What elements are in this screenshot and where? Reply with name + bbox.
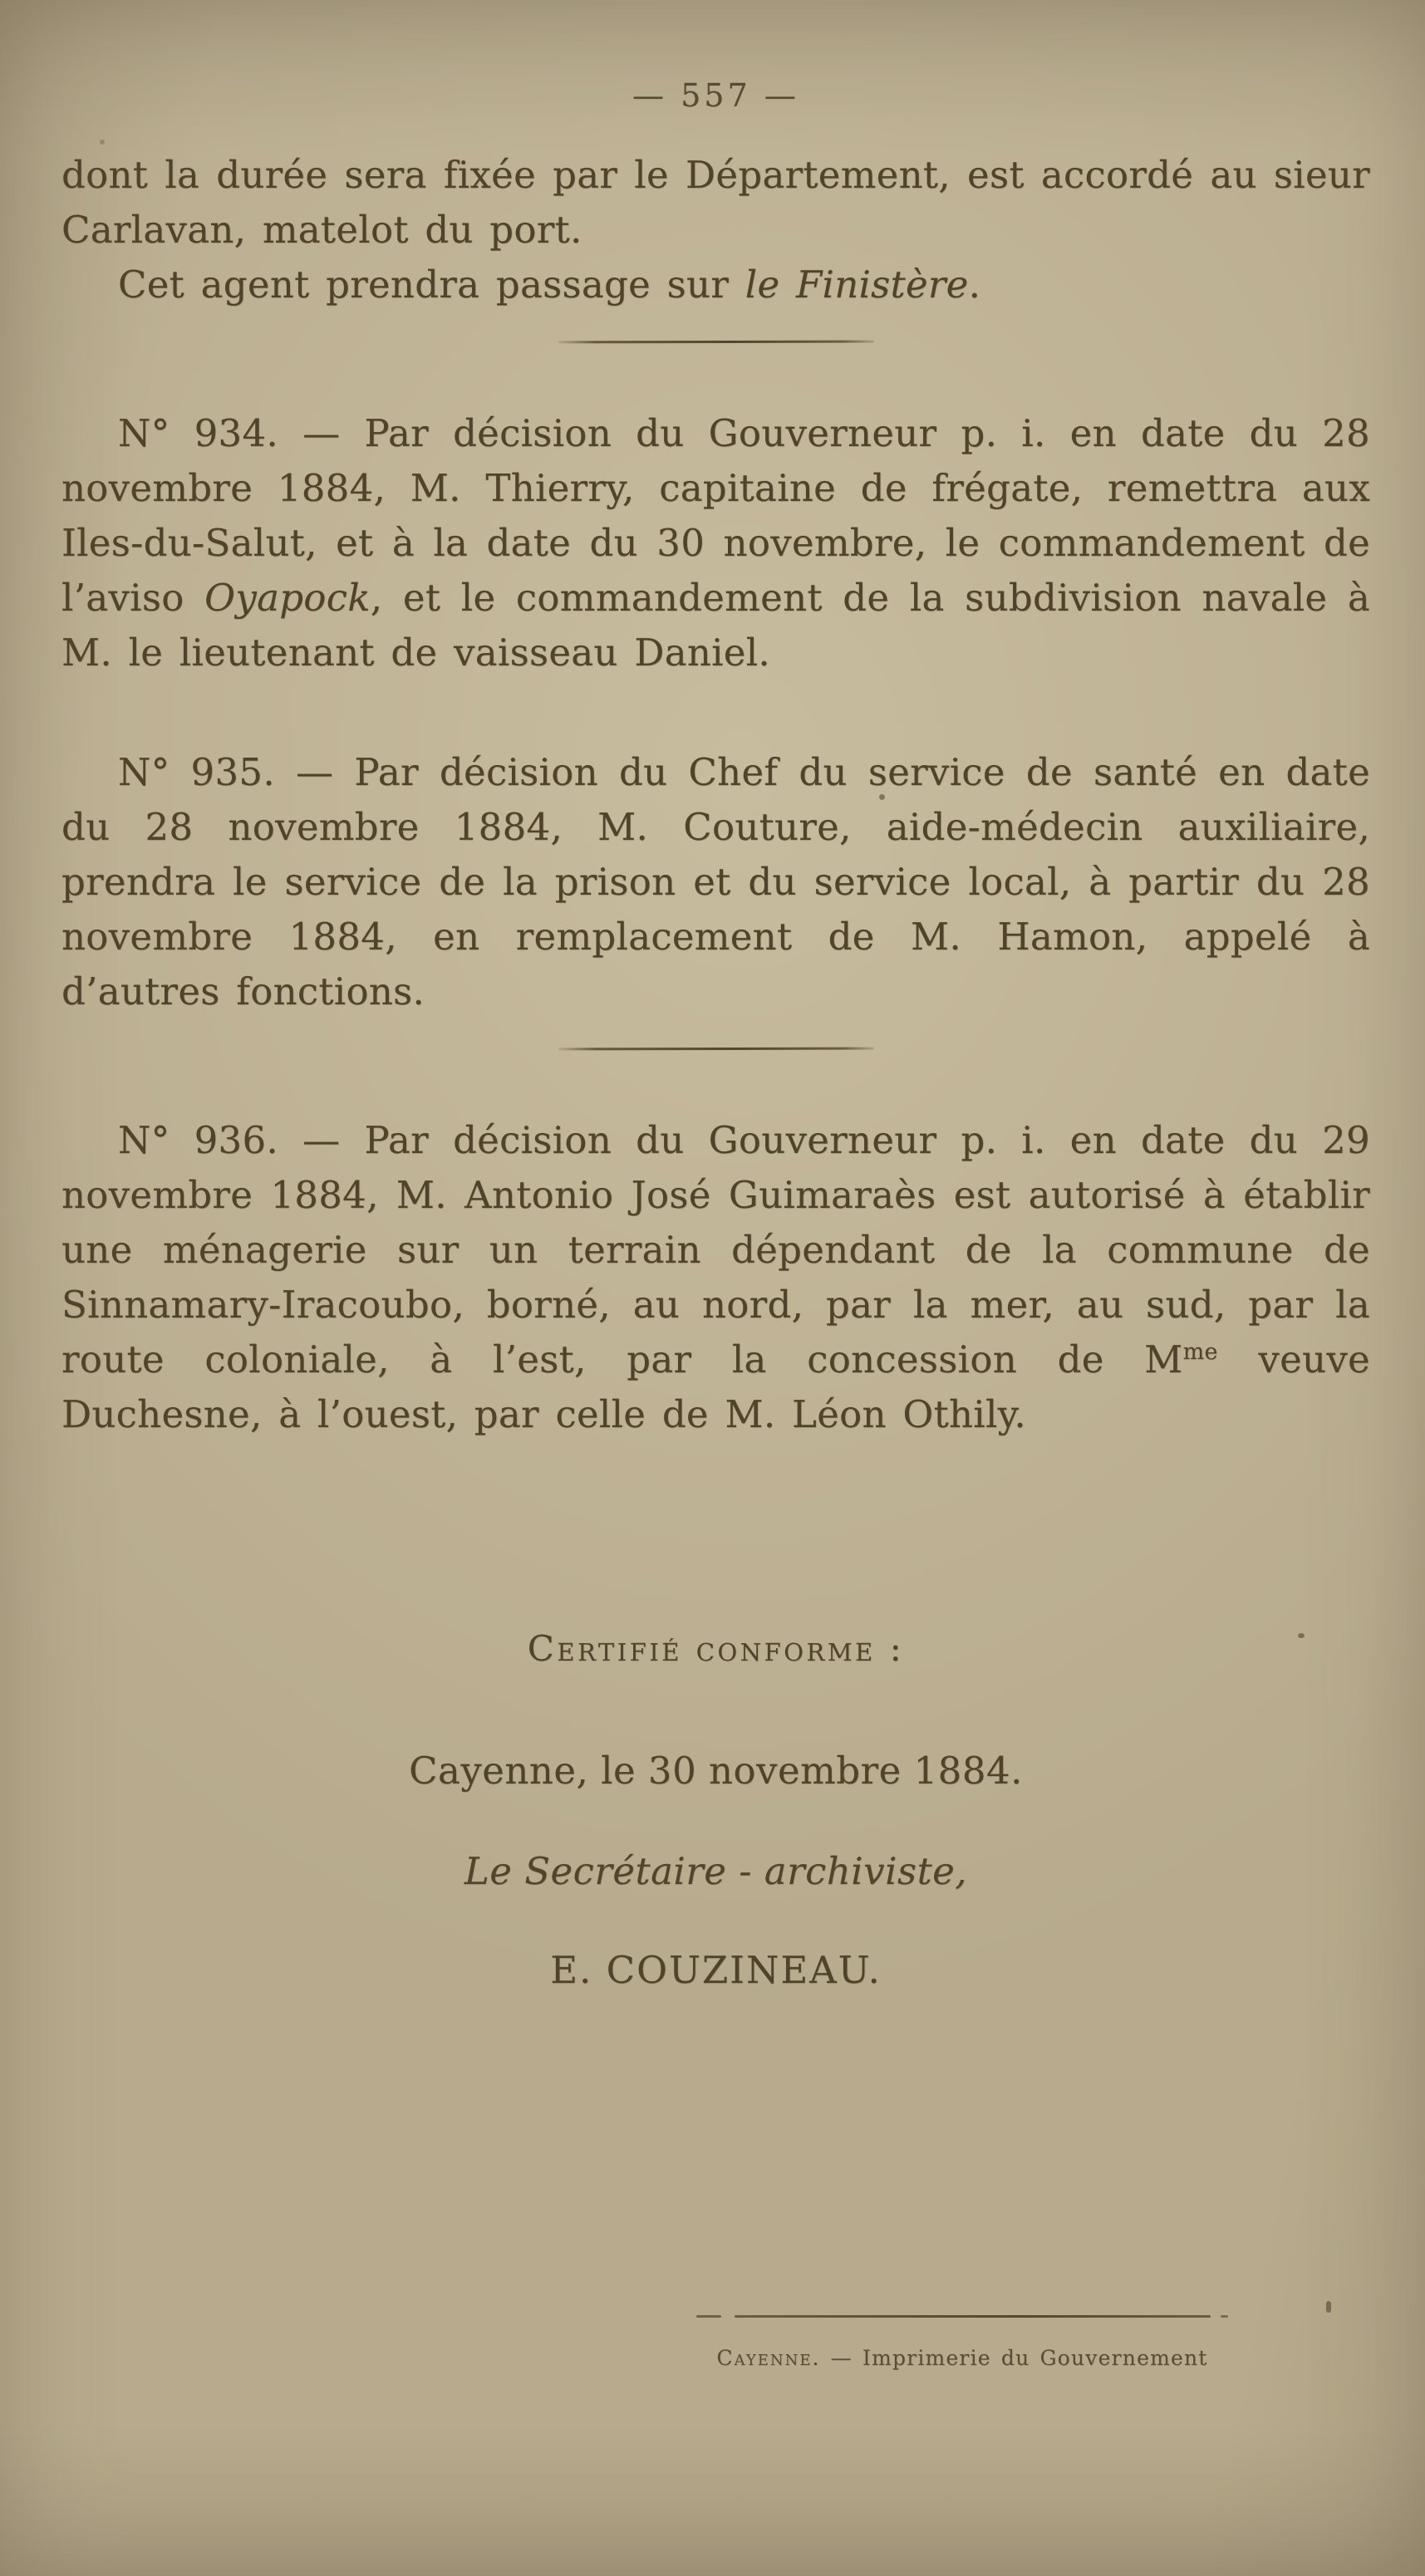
imprint-text	[696, 2346, 1228, 2370]
entry-936: N° 936. — Par décision du Gouverneur p. i. en date du 29 novembre 1884, M. Antonio José Guimaraès est autorisé à établir une ménagerie sur un terrain dépendant de la commune de Sinnamary-Iracoubo, borné, au nord, par la mer, au sud, par la route coloniale, à l’est, par la concession de $M^{me}$ veuve Duchesne, à l’ouest, par celle de M. Léon Othily.	[61, 1118, 1370, 1436]
ink-speck	[879, 794, 885, 800]
signatory-name: E. COUZINEAU.	[550, 1948, 882, 1992]
signature-title: Le Secrétaire - archiviste,	[464, 1849, 968, 1893]
ink-speck	[1298, 1633, 1305, 1638]
certification-place-date: Cayenne, le 30 novembre 1884.	[409, 1749, 1023, 1793]
section-divider	[558, 341, 873, 344]
paragraph-agent-passage: Cet agent prendra passage sur le Finistère.	[118, 263, 981, 307]
printer-imprint	[696, 2314, 1228, 2370]
document-body	[61, 148, 1370, 1442]
ink-speck	[100, 140, 105, 145]
imprint-label: — Imprimerie du Gouvernement	[830, 2346, 1208, 2370]
entry-934: N° 934. — Par décision du Gouverneur p. i. en date du 28 novembre 1884, M. Thierry, capitaine de frégate, remettra aux Iles-du-Salut, et à la date du 30 novembre, le commandement de l’aviso Oyapock, et le commandement de la subdivision navale à M. le lieutenant de vaisseau Daniel.	[61, 411, 1370, 675]
certification-block	[61, 1628, 1370, 1992]
rule-tick	[1221, 2315, 1228, 2318]
page-number: — 557 —	[632, 77, 799, 114]
entry-935: N° 935. — Par décision du Chef du service de santé en date du 28 novembre 1884, M. Couture, aide-médecin auxiliaire, prendra le service de la prison et du service local, à partir du 28 novembre 1884, en remplacement de M. Hamon, appelé à d’autres fonctions.	[61, 750, 1370, 1013]
section-divider	[558, 1048, 873, 1051]
paragraph-continuation: dont la durée sera fixée par le Département, est accordé au sieur Carlavan, matelot du port.	[61, 153, 1370, 252]
rule-line	[735, 2315, 1211, 2318]
imprint-rule	[696, 2314, 1228, 2318]
imprint-place: Cayenne.	[716, 2346, 821, 2370]
rule-dash	[696, 2315, 721, 2318]
ink-speck	[1326, 2301, 1331, 2313]
certification-heading: Certifié conforme :	[527, 1628, 905, 1669]
